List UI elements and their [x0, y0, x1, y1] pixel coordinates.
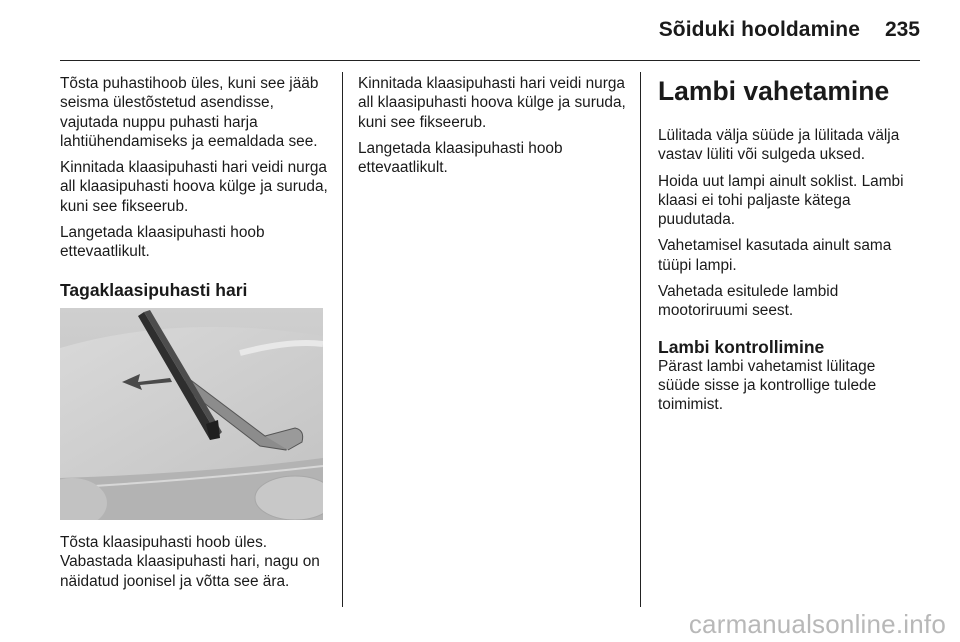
header-divider [60, 60, 920, 61]
section-subheading: Lambi kontrollimine [658, 336, 825, 357]
paragraph: Lülitada välja süüde ja lülitada välja vastav lüliti või sulgeda uksed. [658, 127, 900, 164]
paragraph: Langetada klaasipuhasti hoob ettevaatlikult. [60, 224, 265, 261]
column-1 [60, 74, 328, 300]
page-number: 235 [884, 18, 920, 41]
section-heading: Lambi vahetamine [658, 76, 890, 106]
section-subheading: Tagaklaasipuhasti hari [60, 279, 248, 300]
page-header-title: Sõiduki hooldamine [658, 18, 860, 41]
paragraph: Kinnitada klaasipuhasti hari veidi nurga all klaasipuhasti hoova külge ja suruda, kuni see fikseerub. [358, 75, 626, 131]
paragraph: Vahetada esitulede lambid mootoriruumi seest. [658, 283, 839, 320]
rear-wiper-illustration [60, 308, 323, 520]
paragraph: Hoida uut lampi ainult soklist. Lambi klaasi ei tohi paljaste kätega puudutada. [658, 172, 904, 229]
paragraph: Pärast lambi vahetamist lülitage süüde sisse ja kontrollige tulede toimimist. [658, 357, 877, 414]
column-divider-2 [640, 72, 641, 607]
figure-caption [60, 533, 328, 591]
column-divider-1 [342, 72, 343, 607]
column-2 [358, 74, 628, 184]
watermark: carmanualsonline.info [688, 609, 946, 639]
paragraph: Langetada klaasipuhasti hoob ettevaatlikult. [358, 139, 563, 177]
paragraph: Tõsta puhastihoob üles, kuni see jääb seisma ülestõstetud asendisse, vajutada nuppu puhasti harja lahtiühendamiseks ja eemaldada see. [60, 75, 319, 150]
caption-line: Tõsta klaasipuhasti hoob üles. [60, 534, 268, 551]
column-3 [658, 72, 920, 422]
caption-line: Vabastada klaasipuhasti hari, nagu on näidatud joonisel ja võtta see ära. [60, 553, 320, 590]
paragraph: Vahetamisel kasutada ainult sama tüüpi lampi. [658, 237, 892, 274]
paragraph: Kinnitada klaasipuhasti hari veidi nurga all klaasipuhasti hoova külge ja suruda, kuni see fikseerub. [60, 159, 328, 215]
